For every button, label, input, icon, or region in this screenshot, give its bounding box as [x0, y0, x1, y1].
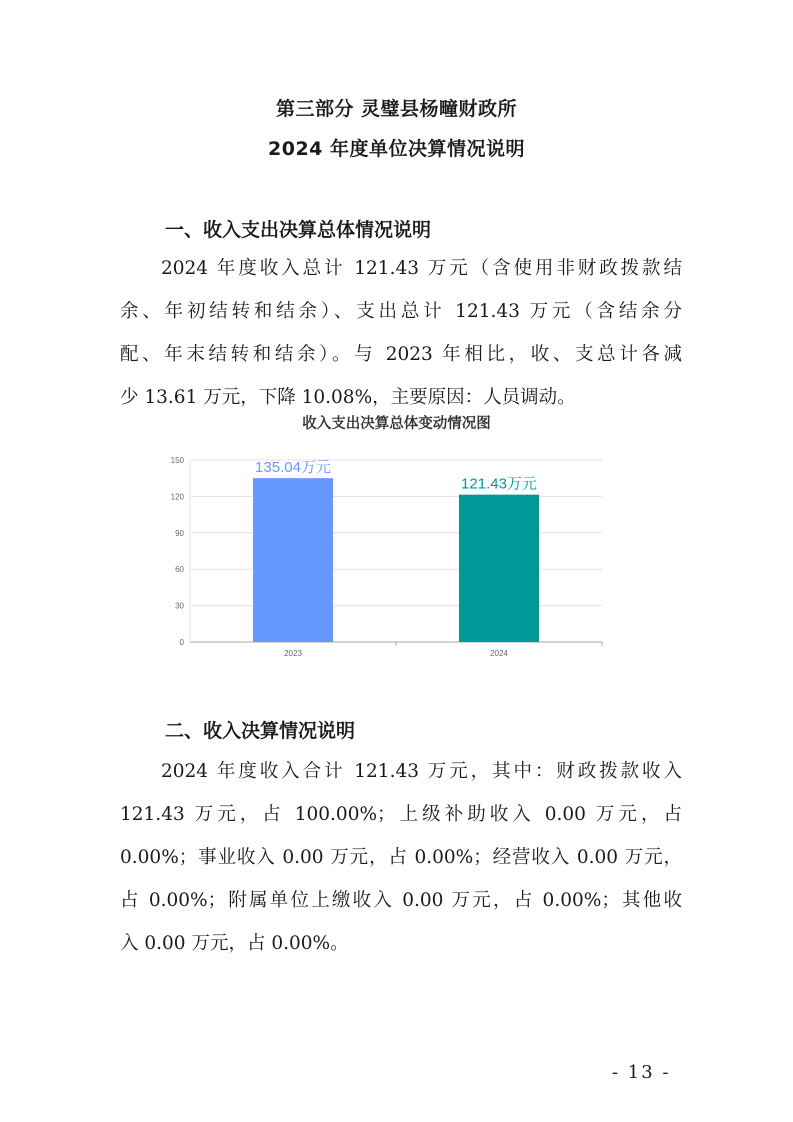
x-tick-label: 2023: [284, 649, 302, 658]
section2-line: 0.00%；事业收入 0.00 万元，占 0.00%；经营收入 0.00 万元，: [120, 847, 682, 868]
section1-paragraph: [120, 247, 682, 419]
section2-line: 占 0.00%；附属单位上缴收入 0.00 万元，占 0.00%；其他收: [120, 890, 682, 911]
section1-line: 余、年初结转和结余）、支出总计 121.43 万元（含结余分: [120, 301, 682, 322]
bar-2023: [253, 478, 333, 642]
data-label: 121.43万元: [461, 475, 537, 493]
y-tick-label: 120: [170, 492, 184, 502]
section2-line: 2024 年度收入合计 121.43 万元，其中：财政拨款收入: [161, 761, 682, 782]
chart-title: 收入支出决算总体变动情况图: [302, 416, 491, 432]
data-label: 135.04万元: [255, 459, 331, 477]
y-tick-label: 30: [175, 601, 184, 611]
bar-chart: [150, 445, 620, 665]
document-title: 第三部分 灵璧县杨疃财政所: [275, 98, 518, 120]
section1-line: 少 13.61 万元，下降 10.08%，主要原因：人员调动。: [120, 387, 576, 408]
section2-line: 121.43 万元，占 100.00%；上级补助收入 0.00 万元，占: [120, 804, 682, 825]
bar-2024: [459, 495, 539, 642]
section1-line: 配、年末结转和结余）。与 2023 年相比，收、支总计各减: [120, 344, 682, 365]
page-number: - 13 -: [612, 1062, 671, 1083]
y-tick-label: 90: [175, 528, 184, 538]
section2-line: 入 0.00 万元，占 0.00%。: [120, 933, 349, 954]
y-tick-label: 60: [175, 565, 184, 575]
section2-paragraph: [120, 750, 682, 965]
section2-heading: 二、收入决算情况说明: [165, 720, 356, 742]
section1-heading: 一、收入支出决算总体情况说明: [165, 219, 432, 241]
x-tick-label: 2024: [490, 649, 508, 658]
y-tick-label: 0: [179, 638, 184, 647]
y-tick-label: 150: [170, 456, 184, 465]
section1-line: 2024 年度收入总计 121.43 万元（含使用非财政拨款结: [161, 258, 682, 279]
document-subtitle: 2024 年度单位决算情况说明: [268, 138, 525, 160]
